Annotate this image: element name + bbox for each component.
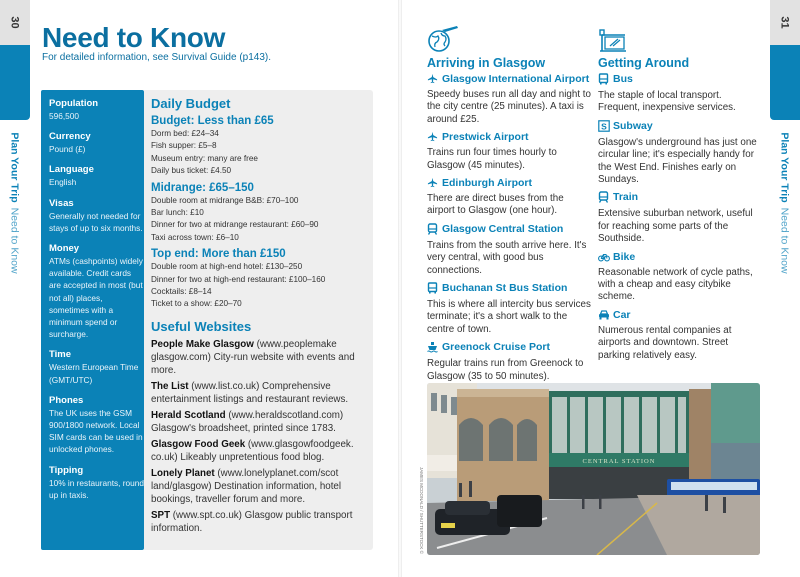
tier-item: Fish supper: £5–8: [151, 141, 217, 151]
entry-heading: [598, 309, 760, 324]
fact-label: Population: [49, 98, 99, 109]
tier-heading: Midrange: £65–150: [151, 181, 254, 194]
photo-credit-text: JAMES MCDONALD / SHUTTERSTOCK ©: [418, 466, 424, 554]
bus-icon: [427, 282, 439, 298]
entry-text: Regular trains run from Greenock to Glasgow (35 to 50 minutes).: [427, 358, 584, 382]
chapter-tab: [770, 45, 800, 120]
website-name: Glasgow Food Geek: [151, 438, 246, 450]
entry-text: There are direct buses from the airport to Glasgow (one hour).: [427, 193, 564, 217]
running-topic: Need to Know: [9, 207, 21, 274]
website-desc: (www.glasgowfoodgeek. co.uk) Likeably unpretentious food blog.: [151, 438, 354, 463]
fact-value: The UK uses the GSM 900/1800 network. Local SIM cards can be used in unlocked phones.: [49, 407, 143, 455]
website-desc: (www.spt.co.uk) Glasgow public transport information.: [151, 509, 353, 534]
arriving-section: [427, 24, 592, 388]
website-name: People Make Glasgow: [151, 338, 254, 350]
running-section: Plan Your Trip: [779, 132, 791, 203]
page-number-tab: [770, 0, 800, 45]
car-icon: [598, 309, 610, 324]
entry-heading: [598, 251, 760, 266]
photo-credit: [416, 466, 426, 554]
website-desc: (www.lonelyplanet.com/scot land/glasgow) Destination information, hotel bookings, traveller forum and more.: [151, 467, 342, 505]
page-number: 30: [9, 16, 21, 29]
entry-title: Buchanan St Bus Station: [442, 282, 568, 295]
plane-icon: [427, 177, 439, 192]
website-name: The List: [151, 380, 189, 392]
entry-title: Bike: [613, 250, 636, 263]
plane-icon: [427, 131, 439, 146]
fact-value: Western European Time (GMT/UTC): [49, 362, 139, 385]
train-icon: [598, 191, 610, 207]
fact-label: Phones: [49, 394, 84, 406]
train-icon: [427, 223, 439, 239]
website-desc: (www.peoplemake glasgow.com) City-run website with events and more.: [151, 338, 355, 376]
bus-stop-icon: [598, 24, 760, 54]
fact-value: 10% in restaurants, round up in taxis.: [49, 477, 145, 500]
fact-value: Generally not needed for stays of up to six months.: [49, 210, 143, 233]
page-subtitle: For detailed information, see Survival Guide (p143).: [42, 52, 272, 63]
fact-label: Time: [49, 349, 72, 361]
entry-title: Edinburgh Airport: [442, 177, 533, 190]
entry-text: Reasonable network of cycle paths, with a cheap and easy citybike scheme.: [598, 266, 753, 303]
entry-title: Prestwick Airport: [442, 131, 529, 144]
entry-text: Extensive suburban network, useful for reaching some parts of the Southside.: [598, 208, 753, 245]
entry-heading: [427, 73, 592, 88]
daily-budget-heading: Daily Budget: [151, 96, 231, 111]
entry-text: The staple of local transport. Frequent, inexpensive services.: [598, 90, 736, 114]
subway-icon: [598, 120, 610, 136]
website-name: Lonely Planet: [151, 467, 215, 479]
fact-value: ATMs (cashpoints) widely available. Credit cards are accepted in most (but not all) places, sometimes with a minimum spend or surcharge.: [49, 256, 143, 340]
entry-heading: [427, 282, 592, 298]
entry-title: Train: [613, 191, 639, 204]
entry-title: Glasgow International Airport: [442, 73, 590, 85]
fact-label: Language: [49, 164, 94, 176]
tier-item: Dorm bed: £24–34: [151, 129, 219, 138]
bus-icon: [598, 73, 610, 89]
entry-heading: [427, 177, 592, 192]
website-desc: (www.heraldscotland.com) Glasgow's broadsheet, printed since 1783.: [151, 409, 344, 434]
entry-heading: [427, 341, 592, 357]
entry-title: Subway: [613, 119, 653, 132]
useful-websites-heading: Useful Websites: [151, 318, 252, 334]
bike-icon: [598, 251, 610, 266]
entry-heading: [598, 191, 760, 207]
entry-heading: [427, 223, 592, 239]
tier-item: Dinner for two at midrange restaurant: £60–90: [151, 220, 319, 230]
tier-item: Bar lunch: £10: [151, 208, 204, 218]
tier-item: Ticket to a show: £20–70: [151, 299, 242, 309]
entry-text: Glasgow's underground has just one circular line; it's especially handy for the West End. Finishes early on Sundays.: [598, 136, 757, 186]
tier-item: Museum entry: many are free: [151, 153, 258, 163]
station-sign: CENTRAL STATION: [582, 458, 656, 465]
entry-text: Numerous rental companies at airports and downtown. Street parking relatively easy.: [598, 324, 732, 361]
svg-text:S: S: [601, 121, 607, 132]
central-station-photo: [427, 383, 760, 555]
entry-title: Car: [613, 308, 631, 321]
plane-icon: [427, 73, 439, 88]
fact-label: Money: [49, 243, 80, 255]
entry-heading: [598, 73, 760, 89]
entry-title: Glasgow Central Station: [442, 222, 564, 235]
entry-text: Trains run four times hourly to Glasgow (45 minutes).: [427, 147, 557, 171]
getting-around-heading: Getting Around: [598, 56, 690, 70]
running-section: Plan Your Trip: [9, 132, 21, 203]
tier-item: Double room at midrange B&B: £70–100: [151, 195, 299, 205]
entry-text: Speedy buses run all day and night to the city centre (25 minutes). A taxi is around £25.: [427, 89, 591, 125]
website-desc: (www.list.co.uk) Comprehensive entertainment listings and restaurant reviews.: [151, 380, 349, 405]
entry-title: Bus: [613, 73, 633, 85]
tier-item: Cocktails: £8–14: [151, 287, 212, 297]
fact-value: English: [49, 177, 77, 188]
tier-item: Dinner for two at high-end restaurant: £100–160: [151, 274, 326, 284]
entry-heading: [598, 120, 760, 136]
fact-label: Visas: [49, 197, 74, 209]
running-header: [770, 118, 800, 288]
globe-plane-icon: [427, 24, 592, 54]
getting-around-section: [598, 24, 760, 367]
entry-text: This is where all intercity bus services terminate; it's a short walk to the centre of town.: [427, 299, 591, 335]
fact-value: 596,500: [49, 111, 79, 121]
entry-title: Greenock Cruise Port: [442, 341, 550, 354]
fact-value: Pound (£): [49, 144, 86, 155]
page-number: 31: [779, 16, 791, 29]
arriving-heading: Arriving in Glasgow: [427, 56, 546, 70]
tier-item: Taxi across town: £6–10: [151, 232, 239, 242]
tier-item: Daily bus ticket: £4.50: [151, 166, 232, 176]
fact-label: Tipping: [49, 464, 84, 476]
fact-label: Currency: [49, 131, 91, 143]
tier-heading: Top end: More than £150: [151, 248, 286, 261]
entry-text: Trains from the south arrive here. It's very central, with good bus connections.: [427, 239, 587, 276]
page-title: Need to Know: [42, 22, 226, 53]
website-name: Herald Scotland: [151, 409, 226, 421]
tier-item: Double room at high-end hotel: £130–250: [151, 262, 303, 272]
entry-heading: [427, 131, 592, 146]
tier-heading: Budget: Less than £65: [151, 115, 274, 127]
running-topic: Need to Know: [779, 207, 791, 274]
ship-icon: [427, 341, 439, 357]
website-name: SPT: [151, 509, 171, 521]
